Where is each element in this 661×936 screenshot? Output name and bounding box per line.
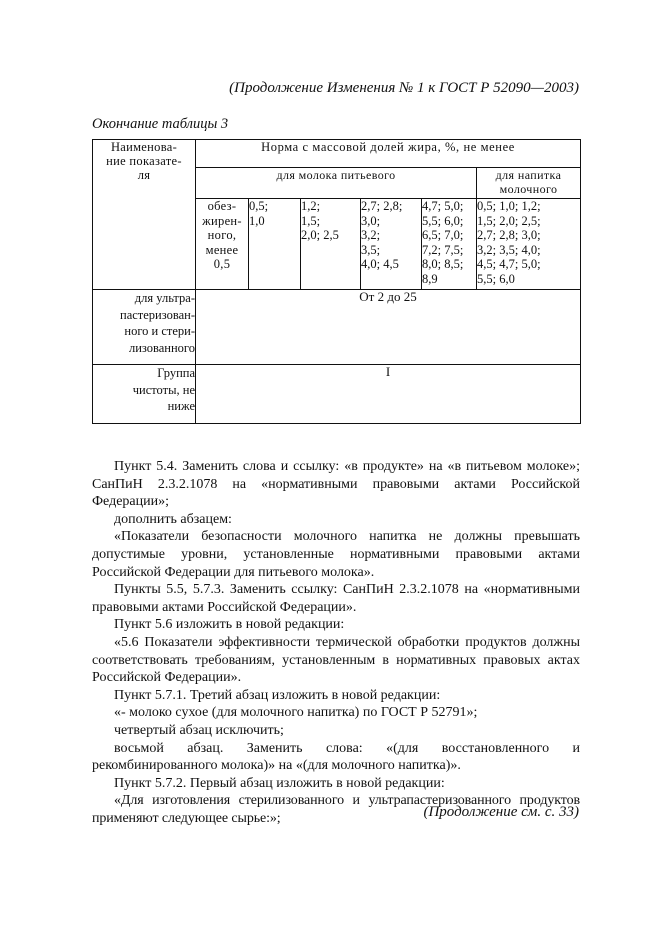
milk-header: для молока питьевого <box>196 168 477 199</box>
paragraph: «- молоко сухое (для молочного напитка) по ГОСТ Р 52791»; <box>114 705 478 721</box>
paragraph: «Для изготовления стерилизованного и ультрапастеризованного продуктов применяют следующее сырье:»; <box>92 793 580 826</box>
text-line: ниже <box>167 399 195 413</box>
table-caption: Окончание таблицы 3 <box>92 116 229 132</box>
text-line: 0,5; 1,0; 1,2; <box>477 199 541 213</box>
value-cell-drink <box>477 199 581 290</box>
text-line: молочного <box>499 182 558 196</box>
text-line: 4,0; 4,5 <box>361 257 399 271</box>
text-line: Группа <box>157 366 195 380</box>
text-line: 1,2; <box>301 199 321 213</box>
text-line: 1,5; <box>301 213 321 228</box>
text-line: ние показате- <box>106 154 182 168</box>
paragraph: восьмой абзац. Заменить слова: «(для восстановленного и рекомбинированного молока)» на «(для молочного напитка)». <box>92 740 580 774</box>
text-line: 0,5; <box>249 199 269 213</box>
drink-header <box>477 168 581 199</box>
paragraph: Пункт 5.7.1. Третий абзац изложить в новой редакции: <box>114 687 441 703</box>
page-header: (Продолжение Изменения № 1 к ГОСТ Р 52090—2003) <box>229 80 579 96</box>
value-cell-4 <box>422 199 477 290</box>
text-line: 1,0 <box>249 213 265 228</box>
body-text <box>92 458 580 827</box>
text-line: жирен- <box>202 213 242 228</box>
text-line: обез- <box>207 199 237 213</box>
text-line: для напитка <box>495 168 562 182</box>
table-header-row <box>93 140 581 168</box>
text-line: ного и стери- <box>124 324 195 338</box>
text-line: 8,9 <box>422 271 438 286</box>
row-value-uht: От 2 до 25 <box>196 290 581 365</box>
text-line: 1,5; 2,0; 2,5; <box>477 213 541 228</box>
text-line: 5,5; 6,0 <box>477 271 515 286</box>
text-line: ного, <box>207 228 237 242</box>
value-cell-1 <box>249 199 301 290</box>
text-line: 6,5; 7,0; <box>422 228 464 242</box>
drink-header-text <box>477 168 580 196</box>
paragraph: Пункт 5.4. Заменить слова и ссылку: «в продукте» на «в питьевом молоке»; СанПиН 2.3.2.1078 на «нормативными правовыми актами Российской Федерации»; <box>92 459 580 510</box>
text-line: пастеризован- <box>120 307 195 322</box>
text-line: 4,5; 4,7; 5,0; <box>477 257 541 271</box>
value-cell-2 <box>301 199 361 290</box>
row-name-uht <box>93 290 196 365</box>
text-line: 2,7; 2,8; 3,0; <box>477 228 541 242</box>
text-line: 7,2; 7,5; <box>422 242 464 257</box>
text-line: чистоты, не <box>132 382 195 397</box>
table-row <box>93 365 581 424</box>
value-cell-3 <box>361 199 422 290</box>
paragraph: дополнить абзацем: <box>114 511 232 527</box>
paragraph: «5.6 Показатели эффективности термической обработки продуктов должны соответствовать требованиям, установленным в нормативных правовых актах Российской Федерации». <box>92 634 580 686</box>
table-row <box>93 290 581 365</box>
text-line: 8,0; 8,5; <box>422 257 464 271</box>
paragraph: четвертый абзац исключить; <box>114 722 284 738</box>
text-line: 3,2; <box>361 228 381 242</box>
paragraph: «Показатели безопасности молочного напитка не должны превышать допустимые уровни, установленные нормативными правовыми актами Российской Федерации для питьевого молока». <box>92 529 580 580</box>
text-line: 5,5; 6,0; <box>422 213 464 228</box>
paragraph: Пункт 5.7.2. Первый абзац изложить в новой редакции: <box>114 775 445 791</box>
text-line: 2,0; 2,5 <box>301 228 339 242</box>
text-line: лизованного <box>128 340 195 355</box>
norm-header: Норма с массовой долей жира, %, не менее <box>196 140 581 168</box>
paragraph: Пункты 5.5, 5.7.3. Заменить ссылку: СанПиН 2.3.2.1078 на «нормативными правовыми актами Российской Федерации». <box>92 582 580 615</box>
corner-header-text <box>93 140 195 182</box>
value-cell-skim <box>196 199 249 290</box>
text-line: 2,7; 2,8; <box>361 199 403 213</box>
paragraph: Пункт 5.6 изложить в новой редакции: <box>114 617 345 633</box>
text-line: 4,7; 5,0; <box>422 199 464 213</box>
text-line: 3,0; <box>361 213 381 228</box>
text-line: ля <box>137 168 151 182</box>
text-line: Наименова- <box>110 140 178 154</box>
text-line: для ультра- <box>134 291 195 305</box>
text-line: 3,2; 3,5; 4,0; <box>477 242 541 257</box>
text-line: менее <box>205 242 239 257</box>
text-line: 3,5; <box>361 242 381 257</box>
corner-header <box>93 140 196 290</box>
text-line: 0,5 <box>213 257 231 271</box>
row-value-purity: I <box>196 365 581 424</box>
row-name-purity <box>93 365 196 424</box>
page-footer: (Продолжение см. с. 33) <box>423 804 579 820</box>
norms-table <box>92 139 581 424</box>
